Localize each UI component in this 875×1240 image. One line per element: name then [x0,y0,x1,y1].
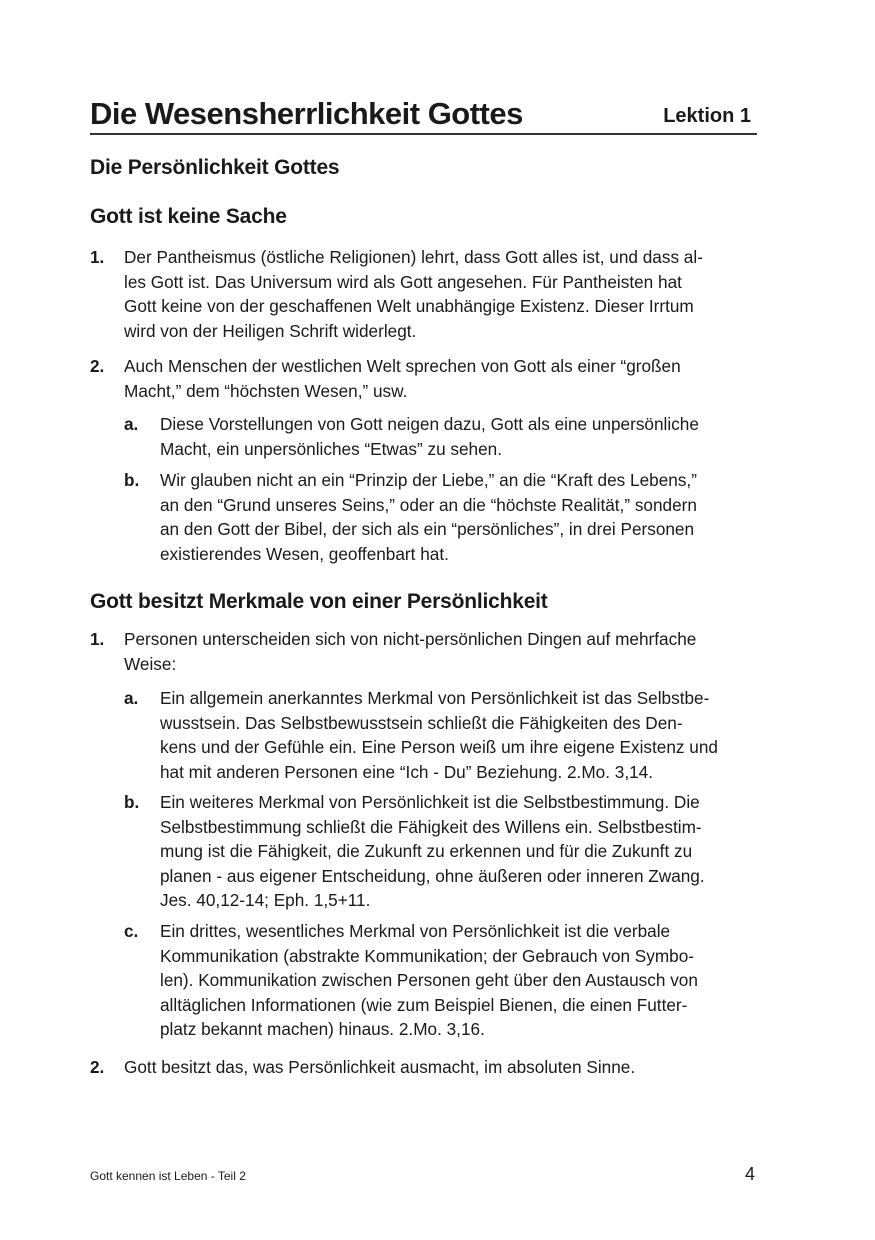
text-line: an den “Grund unseres Seins,” oder an die “höchste Realität,” sondern [160,494,697,515]
list-item-text [124,1055,760,1080]
footer-book-title: Gott kennen ist Leben - Teil 2 [90,1169,246,1183]
subsection-heading: Gott besitzt Merkmale von einer Persönlichkeit [90,590,548,613]
sub-item-letter: a. [124,688,139,708]
text-line: existierendes Wesen, geoffenbart hat. [160,543,449,564]
sub-list-item [124,919,760,1042]
text-line: Macht,” dem “höchsten Wesen,” usw. [124,380,408,401]
text-line: Gott besitzt das, was Persönlichkeit ausmacht, im absoluten Sinne. [124,1057,636,1077]
sub-item-letter: b. [124,470,140,490]
text-line: Der Pantheismus (östliche Religionen) lehrt, dass Gott alles ist, und dass al- [124,247,703,267]
sub-list-item [124,790,760,913]
sub-list-item [124,412,760,461]
text-line: Diese Vorstellungen von Gott neigen dazu, Gott als eine unpersönliche [160,414,699,434]
page-number: 4 [744,1164,755,1184]
list-item [90,354,760,403]
text-line: Personen unterscheiden sich von nicht-persönlichen Dingen auf mehrfache [124,629,697,649]
text-line: len). Kommunikation zwischen Personen geht über den Austausch von [160,970,698,990]
text-line: platz bekannt machen) hinaus. 2.Mo. 3,16. [160,1019,485,1039]
text-line: Selbstbestimmung schließt die Fähigkeit des Willens ein. Selbstbestim- [160,816,702,837]
sub-list-item [124,468,760,566]
text-line: Jes. 40,12-14; Eph. 1,5+11. [160,890,371,910]
sub-list-item [124,686,760,784]
text-line: les Gott ist. Das Universum wird als Gott angesehen. Für Pantheisten hat [124,271,682,292]
text-line: planen - aus eigener Entscheidung, ohne äußeren oder inneren Zwang. [160,865,705,886]
text-line: Ein drittes, wesentliches Merkmal von Persönlichkeit ist die verbale [160,921,671,941]
text-line: an den Gott der Bibel, der sich als ein “persönliches”, in drei Personen [160,519,695,539]
list-item-number: 1. [90,629,105,649]
page-header [90,95,757,135]
subsection-heading: Gott ist keine Sache [90,205,287,228]
text-line: Kommunikation (abstrakte Kommunikation; der Gebrauch von Symbo- [160,945,695,966]
text-line: Weise: [124,653,177,674]
sub-item-letter: c. [124,921,139,941]
text-line: wusstsein. Das Selbstbewusstsein schließt die Fähigkeiten des Den- [160,712,683,733]
text-line: kens und der Gefühle ein. Eine Person weiß um ihre eigene Existenz und [160,737,718,757]
text-line: Wir glauben nicht an ein “Prinzip der Liebe,” an die “Kraft des Lebens,” [160,470,697,490]
list-item [90,1055,760,1080]
list-item-number: 2. [90,1057,105,1077]
list-item [90,627,760,676]
sub-item-text [160,468,760,566]
sub-item-text [160,919,760,1042]
list-item-text [124,245,760,343]
text-line: alltäglichen Informationen (wie zum Beispiel Bienen, die einen Futter- [160,994,688,1015]
text-line: Ein weiteres Merkmal von Persönlichkeit ist die Selbstbestimmung. Die [160,792,700,812]
sub-item-letter: a. [124,414,139,434]
text-line: Auch Menschen der westlichen Welt sprechen von Gott als einer “großen [124,356,681,376]
sub-item-text [160,790,760,913]
list-item-number: 1. [90,247,105,267]
section-title: Die Persönlichkeit Gottes [90,156,340,179]
list-item [90,245,760,343]
list-item-text [124,354,760,403]
list-item-text [124,627,760,676]
sub-item-text [160,412,760,461]
text-line: mung ist die Fähigkeit, die Zukunft zu erkennen und für die Zukunft zu [160,841,693,861]
text-line: Ein allgemein anerkanntes Merkmal von Persönlichkeit ist das Selbstbe- [160,688,710,708]
text-line: wird von der Heiligen Schrift widerlegt. [124,320,417,341]
sub-item-letter: b. [124,792,140,812]
sub-item-text [160,686,760,784]
text-line: hat mit anderen Personen eine “Ich - Du” Beziehung. 2.Mo. 3,14. [160,761,653,782]
text-line: Gott keine von der geschaffenen Welt unabhängige Existenz. Dieser Irrtum [124,296,694,316]
text-line: Macht, ein unpersönliches “Etwas” zu sehen. [160,438,503,459]
lesson-label: Lektion 1 [663,105,751,127]
list-item-number: 2. [90,356,105,376]
page-title: Die Wesensherrlichkeit Gottes [90,96,523,131]
